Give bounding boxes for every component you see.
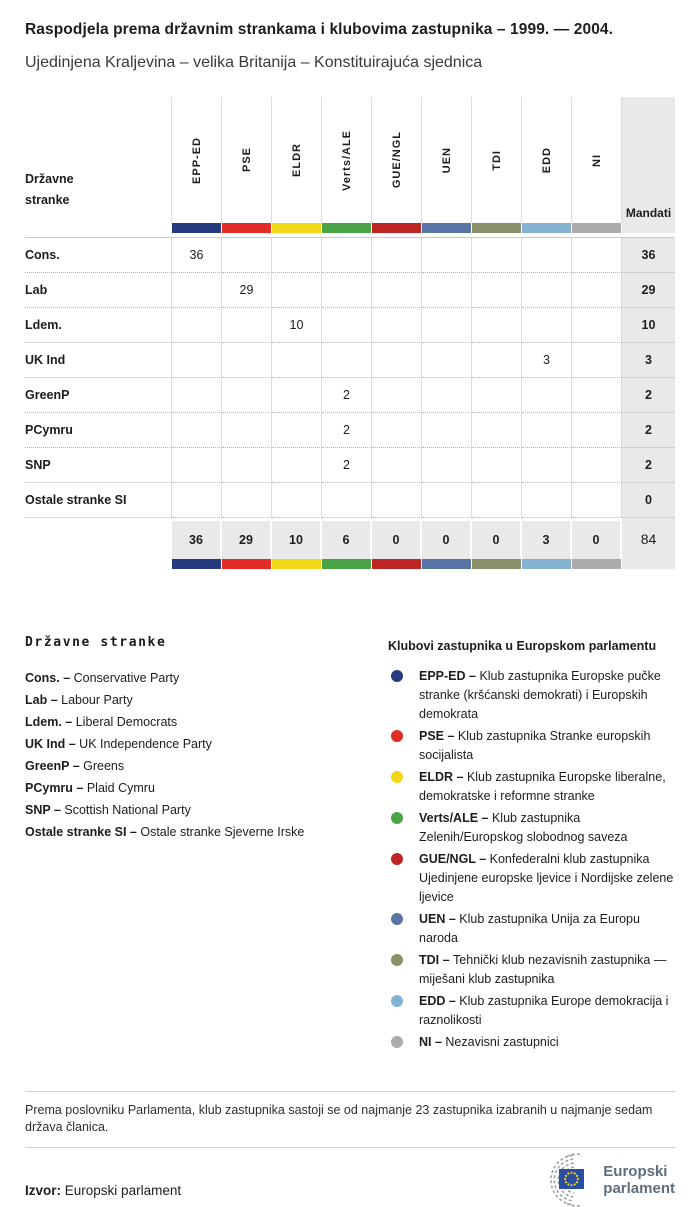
legend-national-parties (25, 635, 363, 1055)
party-legend-item (25, 733, 363, 755)
group-abbr: GUE/NGL – (419, 852, 490, 866)
party-name-cell: Cons. (25, 238, 172, 273)
group-column-header (472, 97, 522, 223)
grand-total-cell: 84 (622, 518, 675, 559)
mandati-value-cell: 10 (622, 308, 675, 343)
seat-value-cell (322, 343, 372, 378)
seat-value-cell (522, 238, 572, 273)
seat-value-cell (172, 343, 222, 378)
group-color-dot (391, 730, 403, 742)
seat-value-cell (472, 343, 522, 378)
column-total-cell: 10 (272, 518, 322, 559)
seat-value-cell (172, 273, 222, 308)
party-legend-item (25, 689, 363, 711)
seat-value-cell: 29 (222, 273, 272, 308)
ep-hemicycle-icon (522, 1153, 596, 1207)
seat-value-cell (372, 343, 422, 378)
seat-value-cell (422, 343, 472, 378)
row-header-label (25, 97, 172, 223)
seat-value-cell (272, 413, 322, 448)
group-color-band (572, 559, 622, 569)
seat-value-cell (572, 308, 622, 343)
mandati-value-cell: 2 (622, 413, 675, 448)
party-legend-item (25, 777, 363, 799)
group-abbr: Verts/ALE – (419, 811, 492, 825)
group-color-dot (391, 853, 403, 865)
page-subtitle: Ujedinjena Kraljevina – velika Britanija – Konstituirajuća sjednica (25, 54, 483, 71)
seat-value-cell (472, 273, 522, 308)
group-description: Klub zastupnika Stranke europskih socijalista (419, 729, 651, 762)
seat-value-cell (372, 238, 422, 273)
group-column-header (522, 97, 572, 223)
group-color-band (522, 559, 572, 569)
seat-value-cell: 10 (272, 308, 322, 343)
party-full-name: Liberal Democrats (75, 715, 178, 729)
group-abbr: NI – (419, 1035, 446, 1049)
group-column-header-label: UEN (440, 146, 453, 174)
party-full-name: Scottish National Party (64, 803, 191, 817)
party-name-cell: Lab (25, 273, 172, 308)
seat-value-cell (322, 238, 372, 273)
mandati-value-cell: 29 (622, 273, 675, 308)
mandati-value-cell: 2 (622, 378, 675, 413)
ep-logo-wordmark: Europski parlament (603, 1163, 675, 1197)
seat-value-cell (422, 378, 472, 413)
party-full-name: Greens (83, 759, 125, 773)
group-color-dot (391, 1036, 403, 1048)
seat-value-cell (272, 483, 322, 518)
seat-value-cell (372, 448, 422, 483)
group-color-band (472, 559, 522, 569)
group-column-header (322, 97, 372, 223)
group-color-band (572, 223, 622, 233)
totals-row-label-spacer (25, 518, 172, 559)
seat-value-cell (572, 448, 622, 483)
seat-value-cell (322, 308, 372, 343)
group-abbr: UEN – (419, 912, 460, 926)
group-color-dot (391, 913, 403, 925)
party-legend-item (25, 799, 363, 821)
footnote: Prema poslovniku Parlamenta, klub zastupnika sastoji se od najmanje 23 zastupnika izabranih u najmanje sedam država članica. (25, 1103, 653, 1134)
group-column-header (572, 97, 622, 223)
group-abbr: EDD – (419, 994, 460, 1008)
seat-value-cell (472, 378, 522, 413)
party-full-name: UK Independence Party (79, 737, 212, 751)
party-name-cell: Ostale stranke SI (25, 483, 172, 518)
group-color-band (372, 559, 422, 569)
seat-value-cell (522, 413, 572, 448)
party-abbr: GreenP – (25, 759, 84, 773)
mandati-value-cell: 0 (622, 483, 675, 518)
party-abbr: Lab – (25, 693, 62, 707)
group-column-header (172, 97, 222, 223)
mandati-band-fill (622, 223, 675, 233)
group-description: Klub zastupnika Europe demokracija i raznolikosti (419, 994, 669, 1027)
group-column-header-label: Verts/ALE (340, 129, 353, 191)
party-name-cell: GreenP (25, 378, 172, 413)
party-legend-item (25, 667, 363, 689)
seat-value-cell (222, 378, 272, 413)
seat-value-cell (572, 483, 622, 518)
seat-value-cell (522, 448, 572, 483)
mandati-value-cell: 2 (622, 448, 675, 483)
seat-value-cell (272, 448, 322, 483)
row-header-line2: stranke (25, 193, 70, 207)
group-legend-item (388, 727, 675, 765)
group-column-header (422, 97, 472, 223)
seat-value-cell (422, 483, 472, 518)
page-title: Raspodjela prema državnim strankama i klubovima zastupnika – 1999. — 2004. (25, 21, 614, 38)
group-column-header-label: EDD (540, 146, 553, 174)
source-label: Izvor: (25, 1183, 62, 1198)
seat-value-cell (222, 308, 272, 343)
party-legend-item (25, 755, 363, 777)
seat-value-cell (572, 413, 622, 448)
group-legend-item (388, 667, 675, 724)
mandati-value-cell: 3 (622, 343, 675, 378)
source-value: Europski parlament (64, 1183, 182, 1198)
seat-value-cell: 2 (322, 448, 372, 483)
seat-value-cell (272, 238, 322, 273)
party-abbr: PCymru – (25, 781, 87, 795)
group-color-dot (391, 670, 403, 682)
seat-value-cell (222, 448, 272, 483)
seat-value-cell (222, 238, 272, 273)
seat-value-cell (422, 308, 472, 343)
group-description: Klub zastupnika Zelenih/Europskog slobodnog saveza (419, 811, 628, 844)
party-full-name: Ostale stranke Sjeverne Irske (140, 825, 305, 839)
group-column-header (372, 97, 422, 223)
seat-value-cell (222, 343, 272, 378)
mandati-value-cell: 36 (622, 238, 675, 273)
group-color-band (472, 223, 522, 233)
seat-value-cell (472, 238, 522, 273)
party-full-name: Conservative Party (73, 671, 180, 685)
column-total-cell: 0 (422, 518, 472, 559)
party-abbr: UK Ind – (25, 737, 80, 751)
seat-value-cell (472, 308, 522, 343)
group-legend-item (388, 910, 675, 948)
seat-value-cell (172, 308, 222, 343)
legend-groups-heading: Klubovi zastupnika u Europskom parlamentu (388, 639, 657, 653)
group-abbr: PSE – (419, 729, 458, 743)
party-name-cell: UK Ind (25, 343, 172, 378)
seat-value-cell: 2 (322, 413, 372, 448)
group-column-header-label: PSE (240, 147, 253, 173)
group-description: Klub zastupnika Unija za Europu naroda (419, 912, 640, 945)
group-color-band (422, 223, 472, 233)
legend-groups-list (388, 667, 675, 1052)
seat-value-cell (522, 378, 572, 413)
group-legend-item (388, 809, 675, 847)
group-legend-item (388, 768, 675, 806)
group-column-header-label: EPP-ED (190, 136, 203, 184)
column-total-cell: 0 (472, 518, 522, 559)
seat-value-cell (172, 378, 222, 413)
seat-value-cell (322, 273, 372, 308)
seat-value-cell (422, 448, 472, 483)
group-description: Klub zastupnika Europske liberalne, demokratske i reformne stranke (419, 770, 666, 803)
party-full-name: Labour Party (61, 693, 133, 707)
seat-value-cell (222, 483, 272, 518)
column-total-cell: 0 (572, 518, 622, 559)
band-spacer (25, 559, 172, 569)
column-total-cell: 3 (522, 518, 572, 559)
legend-parties-list (25, 667, 363, 843)
group-color-band (172, 559, 222, 569)
group-color-dot (391, 812, 403, 824)
seat-value-cell (372, 413, 422, 448)
source-line (25, 1183, 181, 1207)
group-legend-item (388, 1033, 675, 1052)
seat-value-cell (472, 413, 522, 448)
seat-value-cell (372, 483, 422, 518)
party-abbr: Ostale stranke SI – (25, 825, 141, 839)
footer-divider-bottom (25, 1147, 675, 1148)
column-total-cell: 36 (172, 518, 222, 559)
group-column-header-label: GUE/NGL (390, 131, 403, 189)
seat-value-cell (422, 273, 472, 308)
seat-value-cell (572, 273, 622, 308)
group-column-header-label: NI (590, 153, 603, 167)
party-full-name: Plaid Cymru (86, 781, 155, 795)
party-abbr: SNP – (25, 803, 65, 817)
group-abbr: EPP-ED – (419, 669, 480, 683)
seat-value-cell (472, 448, 522, 483)
group-description: Nezavisni zastupnici (445, 1035, 559, 1049)
seat-value-cell: 3 (522, 343, 572, 378)
band-spacer (25, 223, 172, 233)
group-color-band (322, 559, 372, 569)
european-parliament-logo (522, 1153, 675, 1207)
seat-value-cell: 36 (172, 238, 222, 273)
distribution-table (25, 97, 675, 569)
group-description: Klub zastupnika Europske pučke stranke (kršćanski demokrati) i Europskih demokrata (419, 669, 661, 721)
group-color-dot (391, 995, 403, 1007)
seat-value-cell (372, 308, 422, 343)
seat-value-cell (172, 483, 222, 518)
group-color-band (522, 223, 572, 233)
column-total-cell: 6 (322, 518, 372, 559)
party-name-cell: Ldem. (25, 308, 172, 343)
group-color-band (422, 559, 472, 569)
seat-value-cell (372, 273, 422, 308)
group-abbr: ELDR – (419, 770, 467, 784)
group-color-band (222, 223, 272, 233)
party-legend-item (25, 821, 363, 843)
group-color-band (222, 559, 272, 569)
seat-value-cell (522, 308, 572, 343)
seat-value-cell (272, 273, 322, 308)
seat-value-cell (172, 448, 222, 483)
group-color-band (172, 223, 222, 233)
seat-value-cell (472, 483, 522, 518)
group-abbr: TDI – (419, 953, 454, 967)
group-legend-item (388, 951, 675, 989)
group-color-band (272, 559, 322, 569)
footer-divider-top (25, 1091, 675, 1092)
legend-political-groups (388, 635, 675, 1055)
seat-value-cell (272, 343, 322, 378)
group-column-header-label: TDI (490, 149, 503, 171)
seat-value-cell (572, 343, 622, 378)
seat-value-cell (422, 238, 472, 273)
group-color-dot (391, 771, 403, 783)
seat-value-cell (572, 378, 622, 413)
column-total-cell: 0 (372, 518, 422, 559)
legend-parties-heading: Državne stranke (25, 635, 167, 650)
seat-value-cell: 2 (322, 378, 372, 413)
group-legend-item (388, 850, 675, 907)
seat-value-cell (172, 413, 222, 448)
seat-value-cell (522, 273, 572, 308)
party-name-cell: SNP (25, 448, 172, 483)
column-total-cell: 29 (222, 518, 272, 559)
seat-value-cell (272, 378, 322, 413)
group-column-header-label: ELDR (290, 143, 303, 177)
seat-value-cell (372, 378, 422, 413)
mandati-column-header: Mandati (622, 97, 675, 223)
seat-value-cell (222, 413, 272, 448)
seat-value-cell (322, 483, 372, 518)
group-color-dot (391, 954, 403, 966)
seat-value-cell (422, 413, 472, 448)
legend-section (25, 635, 675, 1055)
group-color-band (372, 223, 422, 233)
row-header-line1: Državne (25, 172, 74, 186)
seat-value-cell (522, 483, 572, 518)
source-row (25, 1153, 675, 1207)
party-abbr: Ldem. – (25, 715, 76, 729)
group-column-header (272, 97, 322, 223)
party-abbr: Cons. – (25, 671, 74, 685)
group-column-header (222, 97, 272, 223)
seat-value-cell (572, 238, 622, 273)
group-description: Konfederalni klub zastupnika Ujedinjene europske ljevice i Nordijske zelene ljevice (419, 852, 674, 904)
group-color-band (272, 223, 322, 233)
group-color-band (322, 223, 372, 233)
mandati-band-fill (622, 559, 675, 569)
party-legend-item (25, 711, 363, 733)
party-name-cell: PCymru (25, 413, 172, 448)
group-description: Tehnički klub nezavisnih zastupnika — miješani klub zastupnika (419, 953, 667, 986)
group-legend-item (388, 992, 675, 1030)
